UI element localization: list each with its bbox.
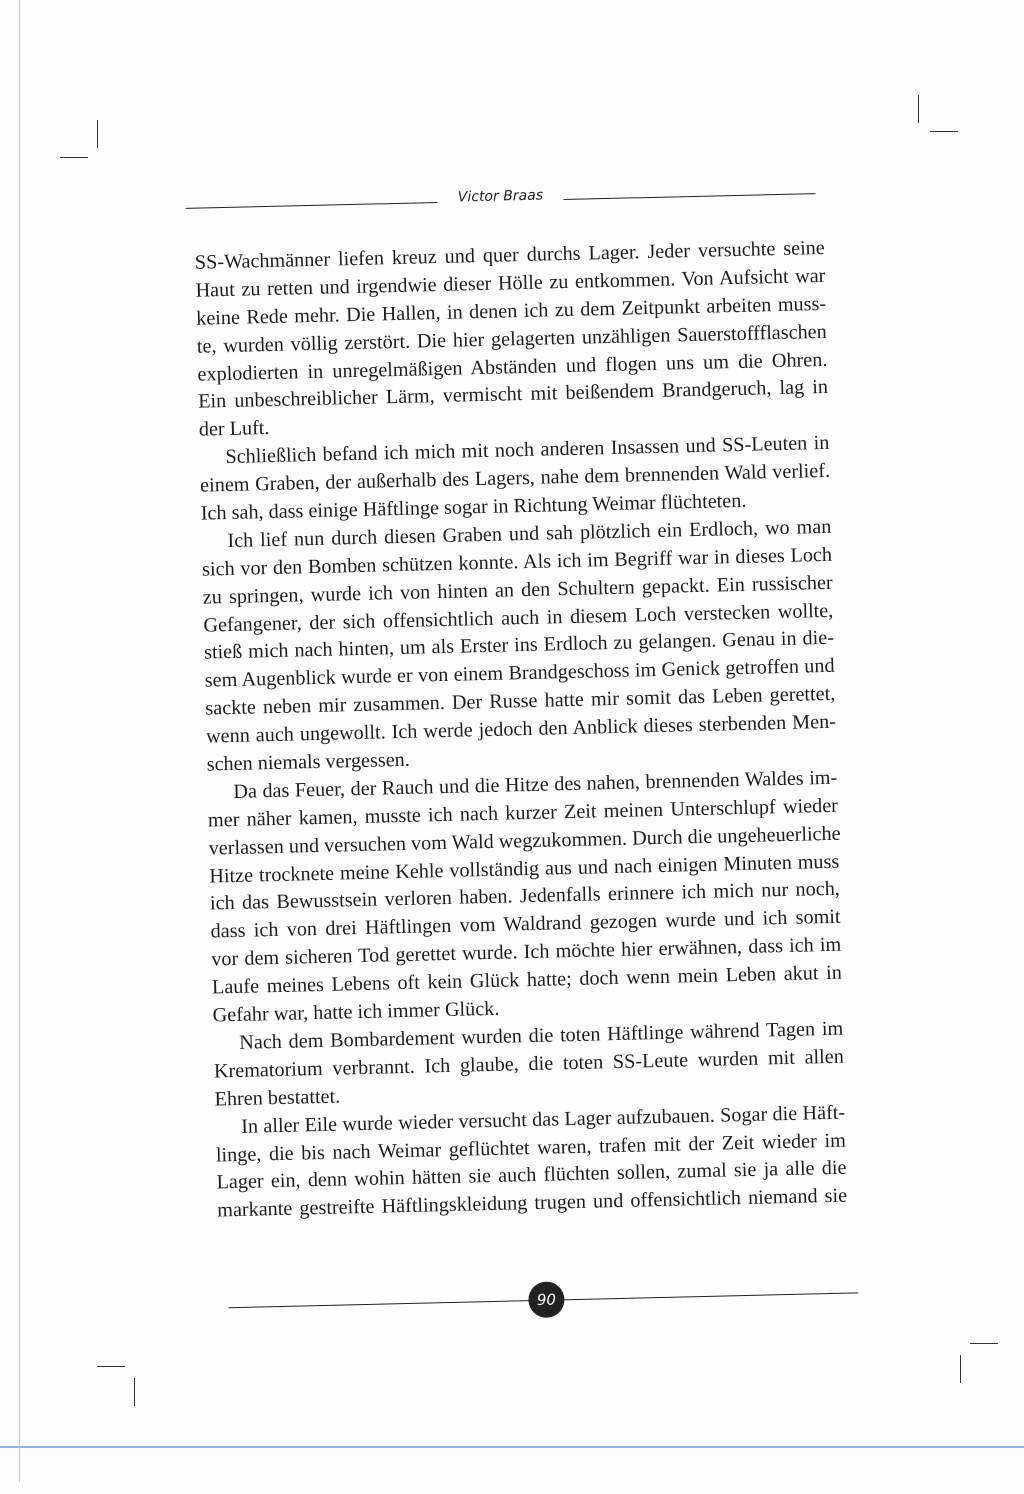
text-line: linge, die bis nach Weimar geflüchtet waren, trafen mit der Zeit wieder im: [215, 1129, 847, 1166]
text-line: Ehren bestattet.: [214, 1085, 341, 1111]
text-line: Hitze trocknete meine Kehle vollständig aus und nach einigen Minuten muss: [209, 850, 840, 888]
text-line: der Luft.: [198, 417, 270, 442]
page-footer: [228, 1274, 859, 1325]
text-line: Schließlich befand ich mich mit noch anderen Insassen und SS-Leuten in: [225, 432, 830, 469]
text-line: Lager ein, denn wohin hätten sie auch flüchten sollen, zumal sie ja alle die: [216, 1157, 847, 1194]
text-line: Ich lief nun durch diesen Graben und sah plötzlich ein Erdloch, wo man: [227, 515, 832, 552]
text-line: einem Graben, der außerhalb des Lagers, nahe dem brennenden Wald verlief.: [199, 459, 831, 497]
text-line: schen niemals vergessen.: [206, 748, 411, 776]
running-header: [185, 179, 815, 218]
text-line: sackte neben mir zusammen. Der Russe hatte mir somit das Leben gerettet,: [205, 683, 836, 720]
header-author: Victor Braas: [438, 187, 564, 206]
text-line: sich vor den Bomben schützen konnte. Als ich im Begriff war in dieses Loch: [201, 543, 833, 581]
text-line: Krematorium verbrannt. Ich glaube, die toten SS-Leute wurden mit allen: [213, 1045, 845, 1083]
text-line: te, wurden völlig zerstört. Die hier gelagerten unzähligen Sauerstoffflaschen: [196, 320, 827, 358]
text-line: mer näher kamen, musste ich nach kurzer Zeit meinen Unterschlupf wieder: [207, 794, 839, 832]
text-line: Gefangener, der sich offensichtlich auch in diesem Loch verstecken wollte,: [203, 599, 834, 637]
text-line: Laufe meines Lebens oft kein Glück hatte; doch wenn mein Leben akut in: [211, 961, 843, 999]
text-line: keine Rede mehr. Die Hallen, in denen ich zu dem Zeitpunkt arbeiten muss-: [195, 292, 827, 330]
text-line: sem Augenblick wurde er von einem Brandgeschoss im Genick getroffen und: [204, 655, 835, 692]
text-line: In aller Eile wurde wieder versucht das Lager aufzubauen. Sogar die Häft-: [241, 1101, 846, 1138]
text-line: Haut zu retten und irgendwie dieser Hölle zu entkommen. Von Aufsicht war: [195, 264, 826, 302]
text-line: vor dem sicheren Tod gerettet wurde. Ich möchte hier erwähnen, dass ich im: [211, 933, 842, 971]
text-line: explodierten in unregelmäßigen Abständen und flogen uns um die Ohren.: [197, 348, 828, 386]
page-number-badge: 90: [528, 1281, 565, 1318]
text-line: Ich sah, dass einige Häftlinge sogar in Richtung Weimar flüchteten.: [200, 489, 747, 525]
body-text: [195, 235, 848, 1226]
text-line: SS-Wachmänner liefen kreuz und quer durchs Lager. Jeder versuchte seine: [194, 236, 825, 274]
text-line: Nach dem Bombardement wurden die toten Häftlinge während Tagen im: [239, 1017, 844, 1054]
text-line: ich das Bewusstsein verloren haben. Jedenfalls erinnere ich mich nur noch,: [209, 878, 841, 916]
text-line: wenn auch ungewollt. Ich werde jedoch den Anblick dieses sterbenden Men-: [205, 710, 837, 748]
text-line: verlassen und versuchen vom Wald wegzukommen. Durch die ungeheuerliche: [208, 822, 841, 860]
text-line: zu springen, wurde ich von hinten an den Schultern gepackt. Ein russischer: [202, 571, 833, 609]
text-line: Gefahr war, hatte ich immer Glück.: [212, 997, 500, 1027]
text-line: Da das Feuer, der Rauch und die Hitze des nahen, brennenden Waldes im-: [233, 766, 838, 803]
text-line: markante gestreifte Häftlingskleidung trugen und offensichtlich niemand sie: [216, 1184, 848, 1222]
text-line: dass ich von drei Häftlingen vom Waldrand gezogen wurde und ich somit: [210, 906, 841, 943]
text-line: Ein unbeschreiblicher Lärm, vermischt mit beißendem Brandgeruch, lag in: [197, 376, 829, 414]
text-line: stieß mich nach hinten, um als Erster ins Erdloch zu gelangen. Genau in die-: [203, 627, 835, 665]
